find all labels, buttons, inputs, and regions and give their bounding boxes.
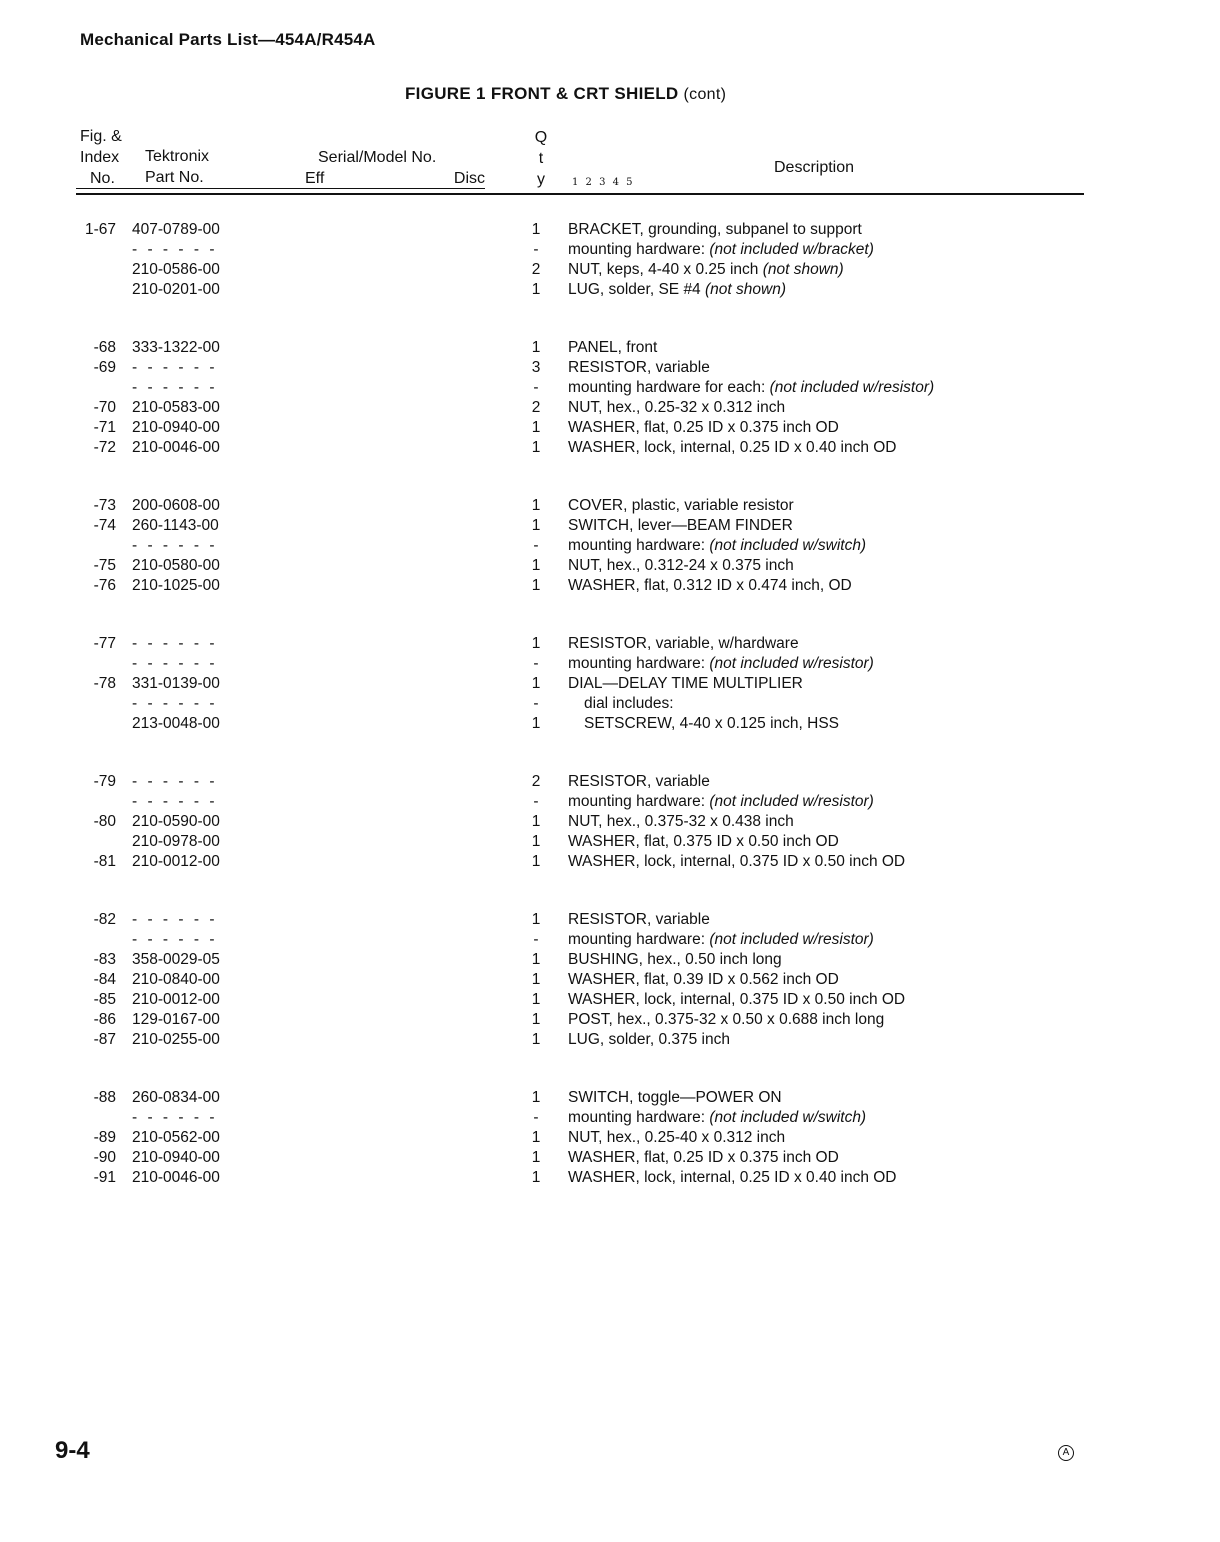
quantity: 1 <box>531 1129 541 1146</box>
part-number: 210-0583-00 <box>132 399 220 416</box>
quantity: - <box>533 695 539 712</box>
table-row <box>0 970 1220 990</box>
description <box>568 950 782 970</box>
description-note: (not included w/bracket) <box>709 241 874 258</box>
quantity: 1 <box>531 1011 541 1028</box>
quantity: 1 <box>531 497 541 514</box>
fig-index: -76 <box>93 577 116 594</box>
part-group <box>0 496 1220 596</box>
quantity: 1 <box>531 1089 541 1106</box>
quantity: 1 <box>531 439 541 456</box>
column-header-index-line3: No. <box>90 170 115 187</box>
part-group <box>0 338 1220 458</box>
description-text: LUG, solder, 0.375 inch <box>568 1031 730 1048</box>
table-row <box>0 852 1220 872</box>
column-header-description: Description <box>774 159 855 176</box>
parts-table <box>0 220 1220 1226</box>
description-note: (not included w/resistor) <box>709 793 874 810</box>
fig-index: -80 <box>93 813 116 830</box>
quantity: 1 <box>531 813 541 830</box>
description <box>568 378 934 398</box>
part-group <box>0 634 1220 734</box>
description <box>568 910 710 930</box>
description <box>568 260 844 280</box>
quantity: 1 <box>531 339 541 356</box>
part-number: 210-0255-00 <box>132 1031 220 1048</box>
description <box>568 634 799 654</box>
description <box>568 536 866 556</box>
part-number: 260-1143-00 <box>132 517 219 534</box>
part-group <box>0 1088 1220 1188</box>
table-row <box>0 260 1220 280</box>
fig-index: -91 <box>93 1169 116 1186</box>
quantity: 1 <box>531 517 541 534</box>
description-text: mounting hardware: <box>568 1109 710 1126</box>
description-text: WASHER, lock, internal, 0.25 ID x 0.40 inch OD <box>568 439 897 456</box>
quantity: 1 <box>531 715 541 732</box>
table-row <box>0 1108 1220 1128</box>
column-header-index-line2: Index <box>80 149 120 166</box>
table-row <box>0 1148 1220 1168</box>
description-text: NUT, hex., 0.25-32 x 0.312 inch <box>568 399 786 416</box>
description-text: WASHER, flat, 0.25 ID x 0.375 inch OD <box>568 419 839 436</box>
table-row <box>0 634 1220 654</box>
table-row <box>0 990 1220 1010</box>
fig-index: -77 <box>93 635 116 652</box>
part-number: - - - - - - <box>132 635 218 652</box>
page-number: 9-4 <box>55 1437 90 1464</box>
description-text: RESISTOR, variable <box>568 359 710 376</box>
fig-index: -71 <box>93 419 116 436</box>
table-row <box>0 378 1220 398</box>
description <box>568 792 874 812</box>
description-text: RESISTOR, variable <box>568 773 710 790</box>
description-text: PANEL, front <box>568 339 658 356</box>
part-number: - - - - - - <box>132 695 218 712</box>
table-row <box>0 1030 1220 1050</box>
quantity: - <box>533 537 539 554</box>
fig-index: -81 <box>93 853 116 870</box>
description-text: mounting hardware: <box>568 655 710 672</box>
quantity: 1 <box>531 833 541 850</box>
table-row <box>0 1088 1220 1108</box>
description-text: WASHER, flat, 0.375 ID x 0.50 inch OD <box>568 833 839 850</box>
description <box>568 674 803 694</box>
part-number: - - - - - - <box>132 537 218 554</box>
table-row <box>0 576 1220 596</box>
fig-index: -68 <box>93 339 116 356</box>
fig-index: -69 <box>93 359 116 376</box>
fig-index: -82 <box>93 911 116 928</box>
description-text: mounting hardware: <box>568 241 710 258</box>
fig-index: -89 <box>93 1129 116 1146</box>
page-header-title: Mechanical Parts List—454A/R454A <box>80 30 376 49</box>
figure-title-text: FIGURE 1 FRONT & CRT SHIELD <box>405 84 679 103</box>
description <box>568 1128 785 1148</box>
part-number: 210-0590-00 <box>132 813 220 830</box>
fig-index: -83 <box>93 951 116 968</box>
description-note: (not included w/resistor) <box>709 655 874 672</box>
figure-title <box>405 84 726 104</box>
description <box>568 338 657 358</box>
part-number: 407-0789-00 <box>132 221 220 238</box>
description-note: (not shown) <box>762 261 844 278</box>
description-text: COVER, plastic, variable resistor <box>568 497 794 514</box>
part-number: - - - - - - <box>132 359 218 376</box>
description-note: (not included w/switch) <box>709 1109 867 1126</box>
description <box>568 1148 839 1168</box>
quantity: 1 <box>531 419 541 436</box>
part-number: 210-0586-00 <box>132 261 220 278</box>
description <box>568 1030 730 1050</box>
column-header-index-line1: Fig. & <box>80 128 122 145</box>
description-text: BRACKET, grounding, subpanel to support <box>568 221 862 238</box>
fig-index: -87 <box>93 1031 116 1048</box>
column-header-serial-disc: Disc <box>453 170 485 187</box>
table-row <box>0 418 1220 438</box>
quantity: - <box>533 379 539 396</box>
quantity: 2 <box>531 261 541 278</box>
description <box>568 832 839 852</box>
description <box>568 852 905 872</box>
quantity: 1 <box>531 971 541 988</box>
part-group <box>0 772 1220 872</box>
part-number: 210-0046-00 <box>132 439 220 456</box>
quantity: 1 <box>531 853 541 870</box>
quantity: 1 <box>531 991 541 1008</box>
description <box>568 220 862 240</box>
table-row <box>0 496 1220 516</box>
description-text: WASHER, flat, 0.39 ID x 0.562 inch OD <box>568 971 839 988</box>
part-group <box>0 910 1220 1050</box>
table-row <box>0 832 1220 852</box>
description-text: WASHER, lock, internal, 0.375 ID x 0.50 inch OD <box>568 991 906 1008</box>
description <box>568 240 874 260</box>
description-text: NUT, hex., 0.25-40 x 0.312 inch <box>568 1129 786 1146</box>
quantity: 1 <box>531 1031 541 1048</box>
table-row <box>0 1010 1220 1030</box>
table-row <box>0 654 1220 674</box>
description <box>568 990 905 1010</box>
description-text: WASHER, lock, internal, 0.25 ID x 0.40 inch OD <box>568 1169 897 1186</box>
quantity: 1 <box>531 951 541 968</box>
part-number: 210-0940-00 <box>132 419 220 436</box>
quantity: 1 <box>531 557 541 574</box>
description <box>568 654 874 674</box>
description <box>568 576 852 596</box>
column-header-part-no <box>145 146 209 188</box>
part-number: - - - - - - <box>132 911 218 928</box>
part-number: - - - - - - <box>132 931 218 948</box>
table-row <box>0 674 1220 694</box>
quantity: - <box>533 241 539 258</box>
table-row <box>0 516 1220 536</box>
table-row <box>0 536 1220 556</box>
fig-index: -85 <box>93 991 116 1008</box>
table-row <box>0 398 1220 418</box>
fig-index: -70 <box>93 399 116 416</box>
column-header-serial <box>305 147 485 189</box>
fig-index: -73 <box>93 497 116 514</box>
table-row <box>0 556 1220 576</box>
description <box>568 930 874 950</box>
description <box>584 694 674 714</box>
table-row <box>0 358 1220 378</box>
description-text: NUT, hex., 0.375-32 x 0.438 inch <box>568 813 794 830</box>
part-number: 200-0608-00 <box>132 497 220 514</box>
part-number: 213-0048-00 <box>132 715 220 732</box>
fig-index: -72 <box>93 439 116 456</box>
column-header-qty <box>533 127 549 190</box>
description <box>568 398 785 418</box>
description-text: LUG, solder, SE #4 <box>568 281 705 298</box>
column-header-part-line2: Part No. <box>145 169 204 186</box>
part-number: 358-0029-05 <box>132 951 220 968</box>
column-header-indent-levels: 1 2 3 4 5 <box>572 177 635 188</box>
description <box>568 1010 884 1030</box>
table-row <box>0 338 1220 358</box>
table-row <box>0 812 1220 832</box>
part-number: 210-0940-00 <box>132 1149 220 1166</box>
table-row <box>0 950 1220 970</box>
table-row <box>0 792 1220 812</box>
column-header-qty-line3: y <box>537 171 545 188</box>
description-text: SETSCREW, 4-40 x 0.125 inch, HSS <box>584 715 839 732</box>
column-header-qty-line2: t <box>538 150 544 167</box>
description-text: mounting hardware for each: <box>568 379 770 396</box>
fig-index: -79 <box>93 773 116 790</box>
description-text: WASHER, lock, internal, 0.375 ID x 0.50 inch OD <box>568 853 906 870</box>
header-divider <box>76 193 1084 195</box>
header-divider-short <box>76 188 485 189</box>
part-number: 210-1025-00 <box>132 577 220 594</box>
part-number: - - - - - - <box>132 241 218 258</box>
description-text: SWITCH, toggle—POWER ON <box>568 1089 782 1106</box>
description <box>568 358 710 378</box>
quantity: 1 <box>531 221 541 238</box>
description-text: BUSHING, hex., 0.50 inch long <box>568 951 782 968</box>
description-text: mounting hardware: <box>568 537 710 554</box>
fig-index: -78 <box>93 675 116 692</box>
description-text: mounting hardware: <box>568 793 710 810</box>
part-number: 210-0012-00 <box>132 991 220 1008</box>
description-text: RESISTOR, variable <box>568 911 710 928</box>
part-number: - - - - - - <box>132 773 218 790</box>
part-number: 210-0012-00 <box>132 853 220 870</box>
table-row <box>0 1168 1220 1188</box>
quantity: 1 <box>531 281 541 298</box>
table-row <box>0 438 1220 458</box>
fig-index: -86 <box>93 1011 116 1028</box>
quantity: 1 <box>531 1149 541 1166</box>
quantity: 1 <box>531 577 541 594</box>
part-number: - - - - - - <box>132 655 218 672</box>
part-number: 129-0167-00 <box>132 1011 220 1028</box>
table-row <box>0 714 1220 734</box>
quantity: 1 <box>531 911 541 928</box>
table-row <box>0 772 1220 792</box>
description-note: (not included w/resistor) <box>769 379 935 396</box>
figure-title-suffix: (cont) <box>683 86 727 103</box>
quantity: - <box>533 931 539 948</box>
description-text: DIAL—DELAY TIME MULTIPLIER <box>568 675 803 692</box>
table-row <box>0 280 1220 300</box>
part-number: - - - - - - <box>132 379 218 396</box>
quantity: 2 <box>531 399 541 416</box>
table-row <box>0 694 1220 714</box>
description-text: dial includes: <box>584 695 674 712</box>
fig-index: -75 <box>93 557 116 574</box>
quantity: - <box>533 1109 539 1126</box>
description <box>568 812 794 832</box>
part-number: 210-0580-00 <box>132 557 220 574</box>
description <box>568 438 897 458</box>
fig-index: 1-67 <box>84 221 116 238</box>
table-row <box>0 240 1220 260</box>
revision-mark: A <box>1058 1445 1074 1461</box>
part-number: 260-0834-00 <box>132 1089 220 1106</box>
fig-index: -90 <box>93 1149 116 1166</box>
table-row <box>0 930 1220 950</box>
part-number: 331-0139-00 <box>132 675 220 692</box>
column-header-part-line1: Tektronix <box>145 148 210 165</box>
fig-index: -74 <box>93 517 116 534</box>
part-number: 210-0201-00 <box>132 281 220 298</box>
part-number: 210-0840-00 <box>132 971 220 988</box>
part-number: 333-1322-00 <box>132 339 220 356</box>
column-header-serial-line1: Serial/Model No. <box>318 149 437 166</box>
description-text: SWITCH, lever—BEAM FINDER <box>568 517 793 534</box>
quantity: - <box>533 793 539 810</box>
part-group <box>0 220 1220 300</box>
table-row <box>0 1128 1220 1148</box>
description <box>568 418 839 438</box>
description <box>568 556 794 576</box>
description <box>568 516 793 536</box>
part-number: - - - - - - <box>132 1109 218 1126</box>
column-header-serial-eff: Eff <box>305 170 325 187</box>
description <box>568 496 794 516</box>
description-text: mounting hardware: <box>568 931 710 948</box>
part-number: 210-0562-00 <box>132 1129 220 1146</box>
quantity: 3 <box>531 359 541 376</box>
part-number: 210-0046-00 <box>132 1169 220 1186</box>
description-text: RESISTOR, variable, w/hardware <box>568 635 799 652</box>
description <box>584 714 839 734</box>
part-number: 210-0978-00 <box>132 833 220 850</box>
column-header-index <box>80 126 122 189</box>
description <box>568 1088 782 1108</box>
description <box>568 1108 866 1128</box>
table-row <box>0 220 1220 240</box>
quantity: 2 <box>531 773 541 790</box>
quantity: 1 <box>531 1169 541 1186</box>
fig-index: -88 <box>93 1089 116 1106</box>
description-text: WASHER, flat, 0.25 ID x 0.375 inch OD <box>568 1149 839 1166</box>
description-text: POST, hex., 0.375-32 x 0.50 x 0.688 inch long <box>568 1011 885 1028</box>
description-text: WASHER, flat, 0.312 ID x 0.474 inch, OD <box>568 577 852 594</box>
fig-index: -84 <box>93 971 116 988</box>
description-text: NUT, hex., 0.312-24 x 0.375 inch <box>568 557 794 574</box>
description <box>568 970 839 990</box>
description <box>568 1168 897 1188</box>
description <box>568 280 786 300</box>
quantity: 1 <box>531 635 541 652</box>
part-number: - - - - - - <box>132 793 218 810</box>
description-note: (not included w/switch) <box>709 537 867 554</box>
table-row <box>0 910 1220 930</box>
description-note: (not included w/resistor) <box>709 931 874 948</box>
description-text: NUT, keps, 4-40 x 0.25 inch <box>568 261 763 278</box>
quantity: - <box>533 655 539 672</box>
description <box>568 772 710 792</box>
quantity: 1 <box>531 675 541 692</box>
column-header-qty-line1: Q <box>534 129 548 146</box>
description-note: (not shown) <box>705 281 786 298</box>
